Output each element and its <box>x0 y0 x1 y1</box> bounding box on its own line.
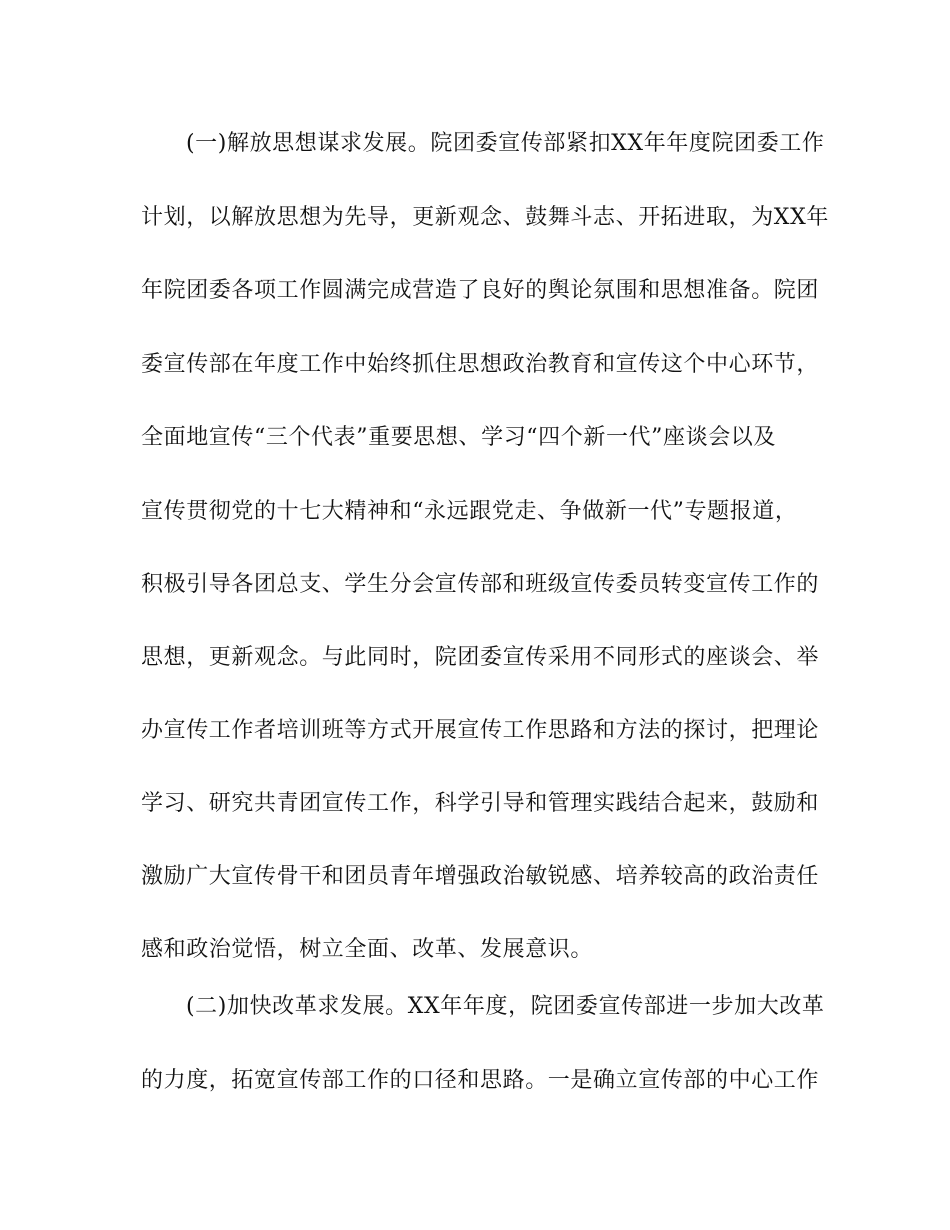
paragraph-1-line-11: 激励广大宣传骨干和团员青年增强政治敏锐感、培养较高的政治责任 <box>141 864 820 889</box>
paragraph-1-line-5: 全面地宣传“三个代表”重要思想、学习“四个新一代”座谈会以及 <box>141 425 776 450</box>
paragraph-1-line-4: 委宣传部在年度工作中始终抓住思想政治教育和宣传这个中心环节， <box>141 352 820 377</box>
paragraph-1-line-10: 学习、研究共青团宣传工作，科学引导和管理实践结合起来，鼓励和 <box>141 791 820 816</box>
paragraph-1-line-1: (一)解放思想谋求发展。院团委宣传部紧扣XX年年度院团委工作 <box>186 131 825 156</box>
paragraph-2-line-1: (二)加快改革求发展。XX年年度，院团委宣传部进一步加大改革 <box>186 994 825 1019</box>
paragraph-1-line-3: 年院团委各项工作圆满完成营造了良好的舆论氛围和思想准备。院团 <box>141 278 820 303</box>
paragraph-1-line-7: 积极引导各团总支、学生分会宣传部和班级宣传委员转变宣传工作的 <box>141 572 820 597</box>
paragraph-1-line-8: 思想，更新观念。与此同时，院团委宣传采用不同形式的座谈会、举 <box>141 645 820 670</box>
paragraph-1-line-12: 感和政治觉悟，树立全面、改革、发展意识。 <box>141 937 594 962</box>
paragraph-2-line-2: 的力度，拓宽宣传部工作的口径和思路。一是确立宣传部的中心工作 <box>141 1068 820 1093</box>
paragraph-1-line-2: 计划，以解放思想为先导，更新观念、鼓舞斗志、开拓进取，为XX年 <box>141 205 829 230</box>
paragraph-1-line-9: 办宣传工作者培训班等方式开展宣传工作思路和方法的探讨，把理论 <box>141 718 820 743</box>
paragraph-1-line-6: 宣传贯彻党的十七大精神和“永远跟党走、争做新一代”专题报道， <box>141 499 798 524</box>
